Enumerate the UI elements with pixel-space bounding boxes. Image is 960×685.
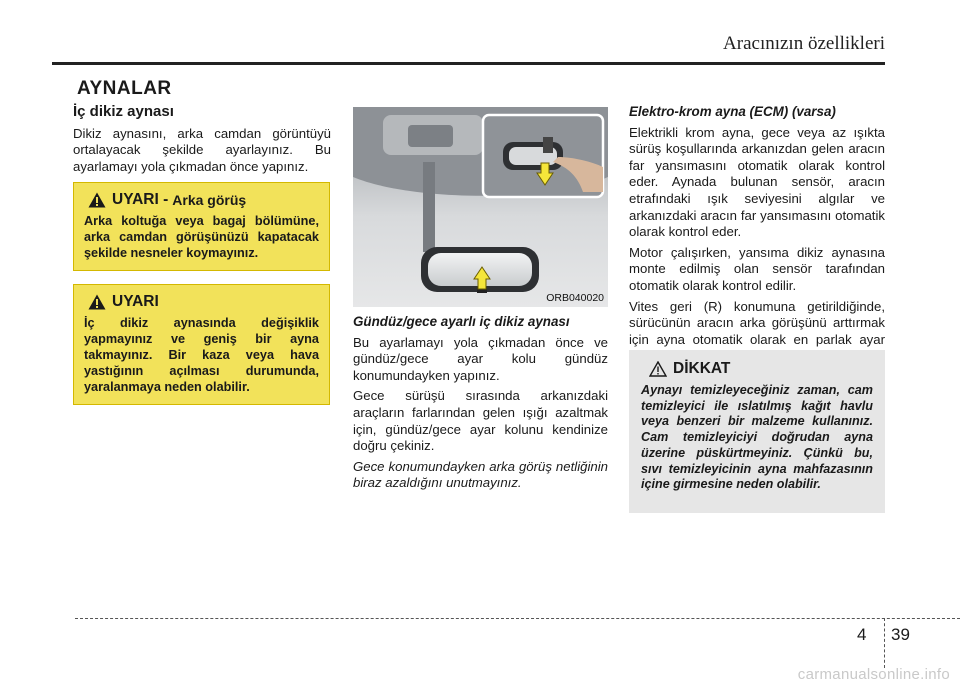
warning-body: İç dikiz aynasında değişiklik yapmayınız ve geniş bir ayna takmayınız. Bir kaza veya hava yastığının açılması durumunda, yaralanmaya neden olabilir.	[84, 316, 319, 394]
inner-mirror-heading: İç dikiz aynası	[73, 103, 174, 120]
section-title: AYNALAR	[77, 78, 172, 99]
mirror-photo	[353, 107, 608, 307]
day-night-paragraph-1: Bu ayarlamayı yola çıkmadan önce ve gündüz/gece ayar kolu gündüz konumundayken yapınız.	[353, 334, 608, 383]
page-number: 39	[891, 625, 910, 644]
day-night-mirror-heading: Gündüz/gece ayarlı iç dikiz aynası	[353, 314, 570, 329]
column-middle	[353, 314, 608, 496]
warning-triangle-icon	[88, 294, 106, 310]
watermark: carmanualsonline.info	[797, 666, 950, 683]
mirror-illustration	[353, 107, 608, 307]
ecm-paragraph-2: Motor çalışırken, yansıma dikiz aynasına monte edilmiş olan sensör tarafından otomatik olarak kontrol edilir.	[629, 244, 885, 293]
warning-box-mirror-modify	[73, 284, 330, 405]
warning-title	[84, 191, 319, 209]
chapter-number: 4	[857, 625, 867, 644]
caution-title	[641, 360, 873, 378]
caution-title-text: DİKKAT	[673, 360, 731, 377]
warning-title-text: UYARI	[112, 293, 159, 310]
warning-box-rear-view	[73, 182, 330, 271]
warning-body: Arka koltuğa veya bagaj bölümüne, arka camdan görüşünüzü kapatacak şekilde nesneler koymayınız.	[84, 214, 319, 260]
day-night-paragraph-3: Gece konumundayken arka görüş netliğinin biraz azaldığını unutmayınız.	[353, 458, 608, 491]
inner-mirror-intro: Dikiz aynasını, arka camdan görüntüyü ortalayacak şekilde ayarlayınız. Bu ayarlamayı yola çıkmadan önce yapınız.	[73, 125, 331, 174]
warning-title	[84, 293, 319, 311]
warning-title-text: UYARI -	[112, 191, 169, 208]
footer-divider	[884, 618, 885, 668]
photo-code-label: ORB040020	[546, 292, 604, 304]
column-left	[73, 104, 331, 179]
caution-body: Aynayı temizleyeceğiniz zaman, cam temizleyici ile ıslatılmış kağıt havlu veya benzeri bir malzeme kullanınız. Cam temizleyiciyi doğrudan ayna üzerine püskürtmeyiniz. Çünkü bu, sıvı temizleyicinin ayna mahfazasının içine girmesine neden olabilir.	[641, 383, 873, 492]
day-night-paragraph-2: Gece sürüşü sırasında arkanızdaki araçların farlarından gelen ışığı azaltmak için, gündüz/gece ayar kolunu kendinize doğru çekiniz.	[353, 388, 608, 454]
caution-triangle-icon	[649, 361, 667, 377]
header-rule	[52, 62, 885, 65]
ecm-mirror-heading: Elektro-krom ayna (ECM) (varsa)	[629, 104, 836, 119]
column-right	[629, 104, 885, 369]
caution-box	[629, 350, 885, 513]
footer-rule	[75, 618, 960, 619]
warning-triangle-icon	[88, 192, 106, 208]
ecm-paragraph-3: Vites geri (R) konumuna getirildiğinde, sürücünün aracın arka görüşünü arttırmak için ayna otomatik olarak en parlak ayar	[629, 298, 885, 347]
ecm-paragraph-1: Elektrikli krom ayna, gece veya az ışıkta sürüş koşullarında arkanızdan gelen aracın far yansımasını otomatik olarak kontrol eder. Aynada bulunan sensör, aracın etrafındaki ışık seviyesini algılar ve arkanızdaki aracın far yansımasını otomatik olarak kontrol eder.	[629, 124, 885, 240]
header-title: Aracınızın özellikleri	[723, 33, 885, 54]
warning-subtitle: Arka görüş	[172, 192, 247, 208]
